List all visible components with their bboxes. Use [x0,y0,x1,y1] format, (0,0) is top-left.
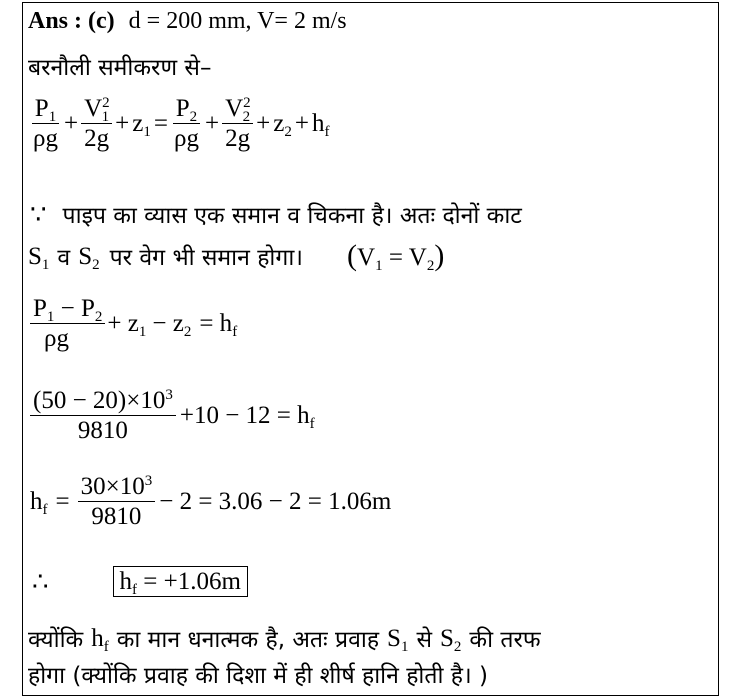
statement-line-1: ∵ पाइप का व्यास एक समान व चिकना है। अतः दोनों काट [30,200,522,230]
result-box: $h_f = +1.06m$ [113,566,248,597]
head-loss: $h_f$ [311,110,330,140]
equation-substitution: $\frac{(50 - 20)\times 10^3}{9810}$ $+10 - 12 = h_f$ [30,388,315,443]
datum-head-1: $z_1$ [132,110,151,140]
velocity-head-1: $\frac{V^2_1}{2g}$ [81,96,112,151]
bernoulli-equation: $\frac{P_1}{\rho g}$ + $\frac{V^2_1}{2g}$ + $z_1$ = $\frac{P_2}{\rho g}$ + $\frac{V^2_2}{2g}$ + $z_2$ + $h_f$ [30,96,329,151]
intro-text: बरनौली समीकरण से– [28,55,212,81]
pressure-head-1: $\frac{P_1}{\rho g}$ [33,95,58,152]
answer-header [28,8,347,35]
equation-head-loss-calc: $h_f$ = $\frac{30\times 10^3}{9810}$ − 2 = 3.06 − 2 = 1.06m [30,473,392,530]
velocity-head-2: $\frac{V^2_2}{2g}$ [222,96,253,151]
given-values: d = 200 mm, V= 2 m/s [128,8,347,34]
velocity-equality: $(V_1 = V_2)$ [347,239,445,274]
equation-pressure-difference: $\frac{P_1 - P_2}{\rho g}$ + $z_1$ − $z_2$ = $h_f$ [30,296,237,351]
result-row [32,566,248,597]
conclusion-line-2: होगा (क्योंकि प्रवाह की दिशा में ही शीर्ष हानि होती है। ) [28,663,488,689]
conclusion-line-1: क्योंकि $h_f$ का मान धनात्मक है, अतः प्रवाह $S_1$ से $S_2$ की तरफ [28,624,541,655]
therefore-symbol: ∴ [32,566,49,596]
answer-label: Ans : (c) [28,8,115,34]
statement-line-2: $S_1$ व $S_2$ पर वेग भी समान होगा। $(V_1 = V_2)$ [28,239,445,274]
because-symbol: ∵ [30,200,47,230]
datum-head-2: $z_2$ [273,110,292,140]
pressure-head-2: $\frac{P_2}{\rho g}$ [173,95,199,152]
